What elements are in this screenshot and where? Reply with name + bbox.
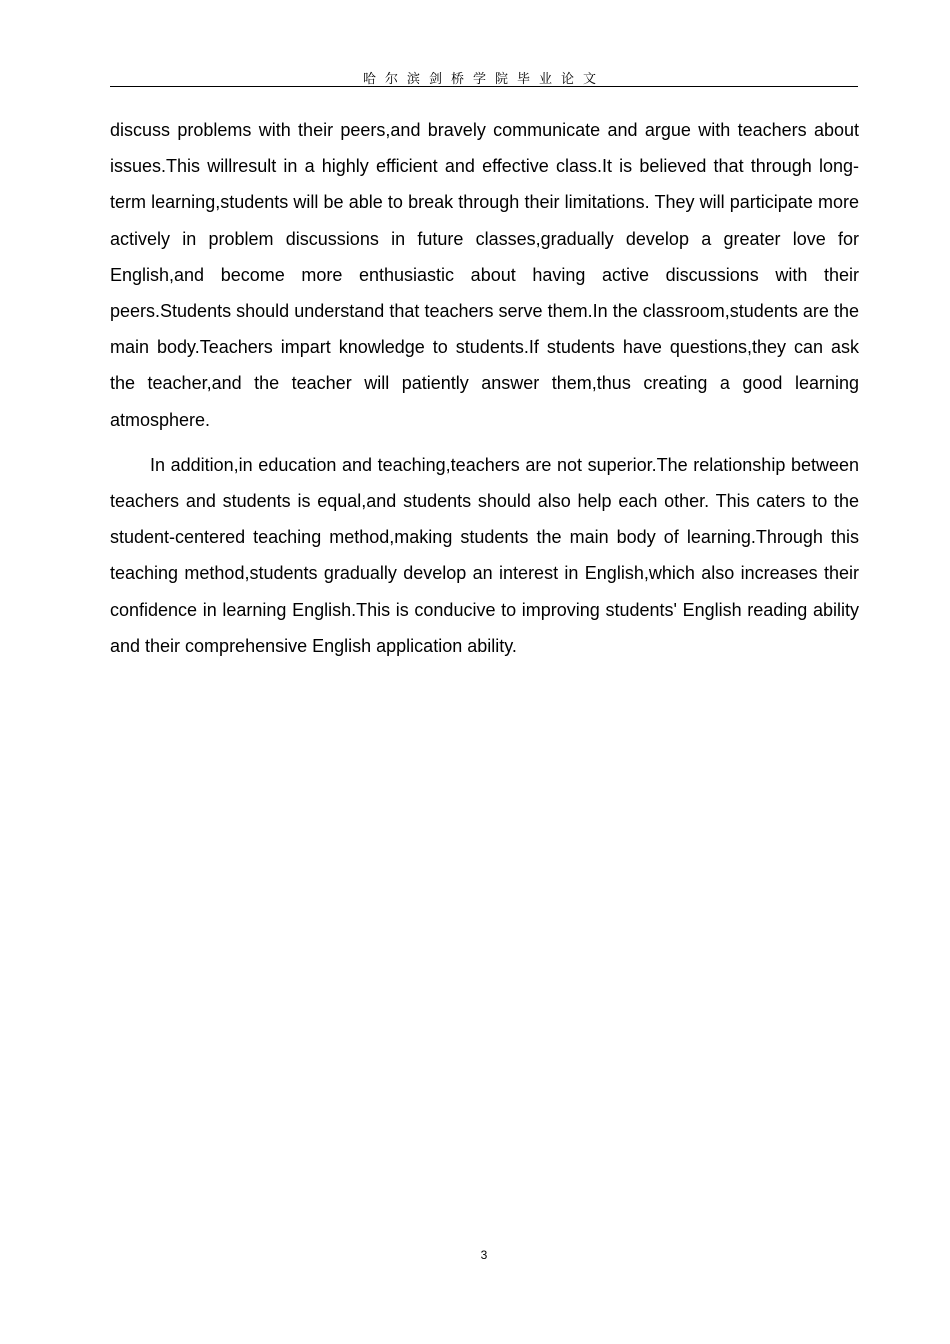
paragraph-1: discuss problems with their peers,and bravely communicate and argue with teachers about issues.This willresult in a highly efficient and effective class.It is believed that through long-term learning,students will be able to break through their limitations. They will participate more actively in problem discussions in future classes,gradually develop a greater love for English,and become more enthusiastic about having active discussions with their peers.Students should understand that teachers serve them.In the classroom,students are the main body.Teachers impart knowledge to students.If students have questions,they can ask the teacher,and the teacher will patiently answer them,thus creating a good learning atmosphere. xyxy=(110,120,859,430)
paragraph-2: In addition,in education and teaching,teachers are not superior.The relationship between teachers and students is equal,and students should also help each other. This caters to the student-centered teaching method,making students the main body of learning.Through this teaching method,students gradually develop an interest in English,which also increases their confidence in learning English.This is conducive to improving students' English reading ability and their comprehensive English application ability. xyxy=(110,454,859,656)
page-number: 3 xyxy=(480,1248,488,1262)
header-rule xyxy=(110,86,858,87)
running-header-title: 哈尔滨剑桥学院毕业论文 xyxy=(362,72,605,87)
body-text xyxy=(110,112,859,664)
